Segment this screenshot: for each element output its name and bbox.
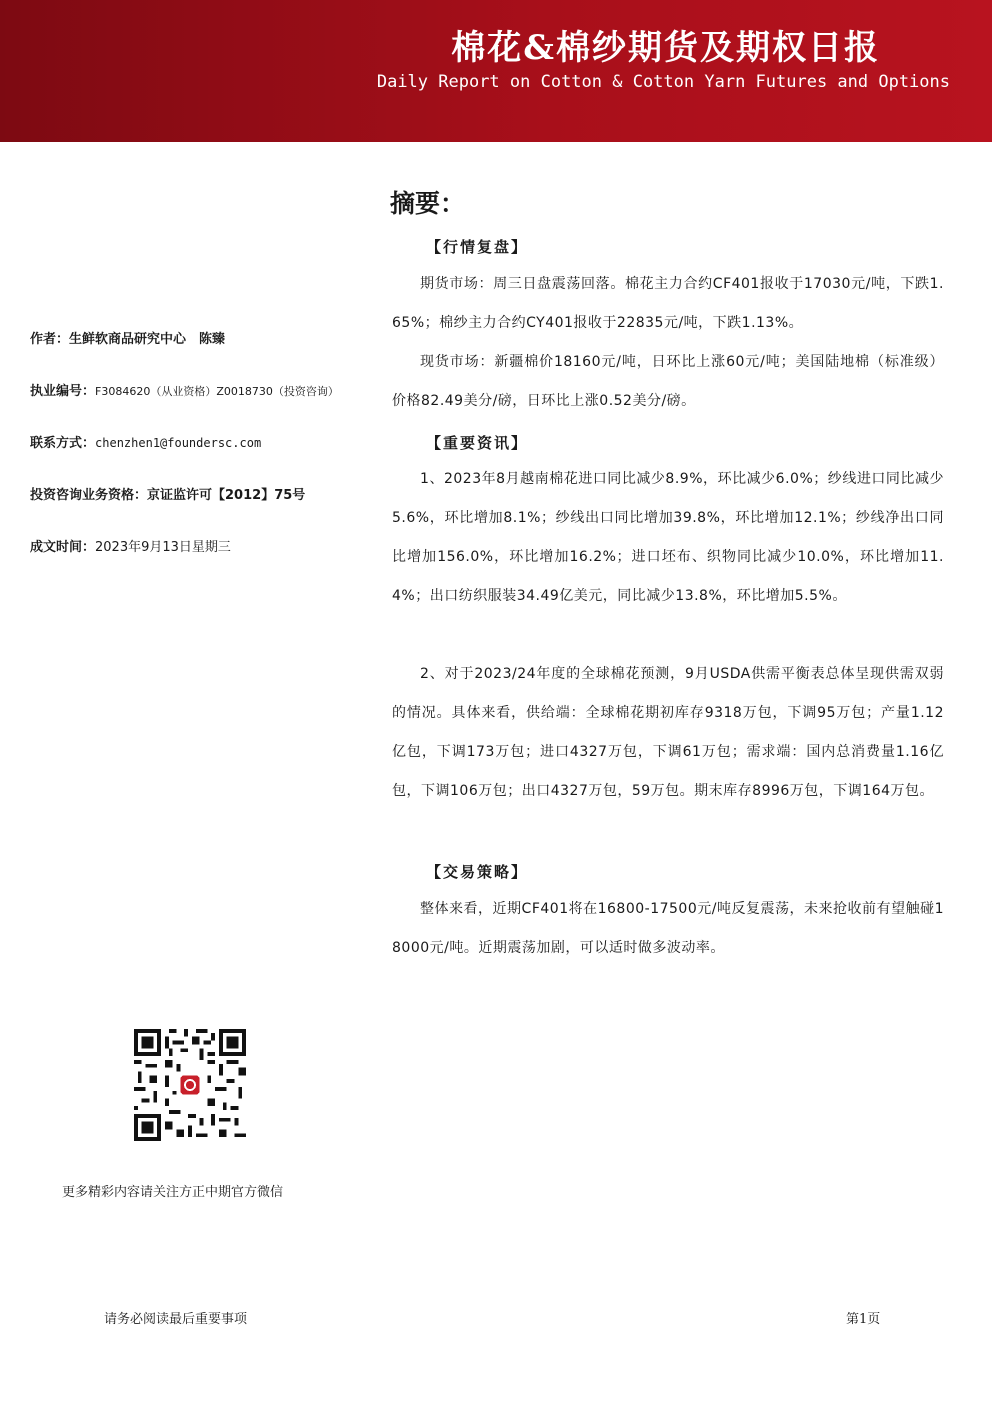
license-label: 执业编号：	[30, 384, 96, 399]
date-value: 2023年9月13日星期三	[95, 540, 231, 555]
author-label: 作者：	[30, 332, 70, 347]
qualification-value: 京证监许可【2012】75号	[147, 488, 306, 503]
date-label: 成文时间：	[30, 540, 96, 555]
report-title: 棉花&棉纱期货及期权日报	[451, 28, 880, 68]
paragraph-vietnam-trade: 1、2023年8月越南棉花进口同比减少8.9%，环比减少6.0%；纱线进口同比减少5.6%，环比增加8.1%；纱线出口同比增加39.8%，环比增加12.1%；纱线净出口同比增加156.0%，环比增加16.2%；进口坯布、织物同比减少10.0%，环比增加11.4%；出口纺织服装34.49亿美元，同比减少13.8%，环比增加5.5%。	[392, 471, 944, 604]
section-title-trading-strategy: 【交易策略】	[426, 863, 529, 881]
author-line	[30, 328, 225, 347]
date-line	[30, 536, 231, 555]
paragraph-futures-market: 期货市场：周三日盘震荡回落。棉花主力合约CF401报收于17030元/吨，下跌1.65%；棉纱主力合约CY401报收于22835元/吨，下跌1.13%。	[392, 276, 944, 331]
license-value: F3084620（从业资格）Z0018730（投资咨询）	[95, 385, 339, 398]
qr-caption: 更多精彩内容请关注方正中期官方微信	[62, 1185, 284, 1200]
section-title-key-news: 【重要资讯】	[426, 434, 529, 452]
paragraph-strategy: 整体来看，近期CF401将在16800-17500元/吨反复震荡，未来抢收前有望触碰18000元/吨。近期震荡加剧，可以适时做多波动率。	[392, 901, 944, 956]
author-value: 生鲜软商品研究中心 陈臻	[69, 332, 226, 347]
section-title-market-review: 【行情复盘】	[426, 238, 529, 256]
contact-line	[30, 432, 261, 451]
footer-notice: 请务必阅读最后重要事项	[104, 1312, 248, 1327]
page-number: 第1页	[846, 1312, 881, 1327]
brand-logo-icon	[180, 1075, 199, 1094]
qualification-line	[30, 484, 305, 503]
wechat-qr-code	[134, 1029, 246, 1141]
license-line	[30, 380, 339, 399]
summary-heading: 摘要：	[390, 189, 466, 218]
paragraph-spot-market: 现货市场：新疆棉价18160元/吨，日环比上涨60元/吨；美国陆地棉（标准级）价格82.49美分/磅，日环比上涨0.52美分/磅。	[392, 354, 944, 409]
header-banner	[0, 0, 992, 142]
contact-email-link[interactable]: chenzhen1@foundersc.com	[95, 436, 262, 450]
contact-label: 联系方式：	[30, 436, 96, 451]
paragraph-usda-forecast: 2、对于2023/24年度的全球棉花预测，9月USDA供需平衡表总体呈现供需双弱的情况。具体来看，供给端：全球棉花期初库存9318万包，下调95万包；产量1.12亿包，下调173万包；进口4327万包，下调61万包；需求端：国内总消费量1.16亿包，下调106万包；出口4327万包，59万包。期末库存8996万包，下调164万包。	[392, 666, 944, 799]
report-subtitle: Daily Report on Cotton & Cotton Yarn Futures and Options	[376, 72, 950, 92]
qualification-label: 投资咨询业务资格：	[30, 488, 148, 503]
